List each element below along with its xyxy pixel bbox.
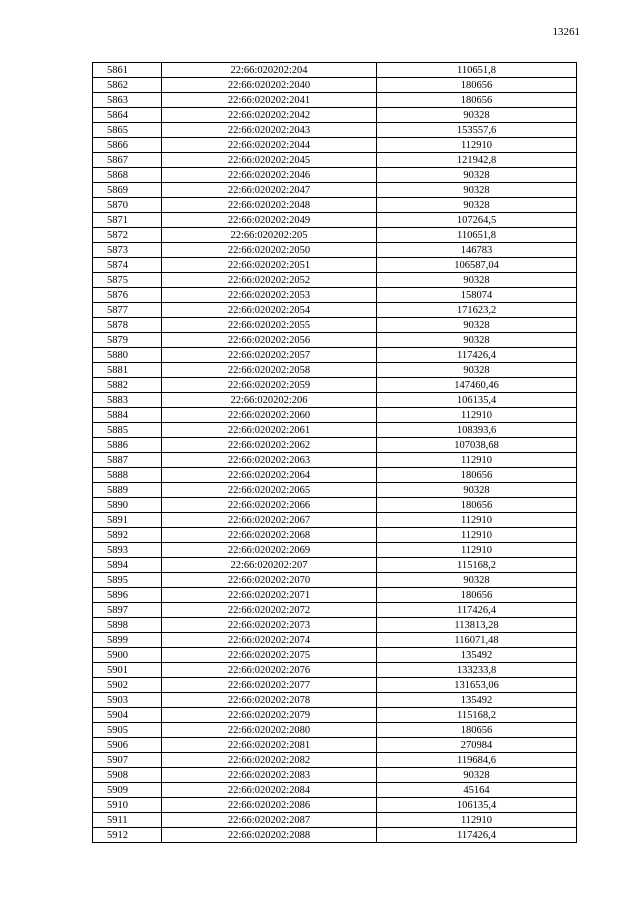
row-number-cell: 5861 [93, 63, 162, 78]
row-number-cell: 5867 [93, 153, 162, 168]
table-row [93, 303, 577, 318]
cadastral-value-cell: 112910 [377, 453, 577, 468]
table-row [93, 318, 577, 333]
table-row [93, 828, 577, 843]
cadastral-value-cell: 117426,4 [377, 828, 577, 843]
row-number-cell: 5878 [93, 318, 162, 333]
row-number-cell: 5869 [93, 183, 162, 198]
row-number-cell: 5882 [93, 378, 162, 393]
table-row [93, 288, 577, 303]
cadastral-number-cell: 22:66:020202:2045 [162, 153, 377, 168]
cadastral-number-cell: 22:66:020202:2052 [162, 273, 377, 288]
row-number-cell: 5903 [93, 693, 162, 708]
row-number-cell: 5885 [93, 423, 162, 438]
cadastral-value-cell: 115168,2 [377, 708, 577, 723]
row-number-cell: 5907 [93, 753, 162, 768]
table-row [93, 453, 577, 468]
table-row [93, 543, 577, 558]
table-row [93, 768, 577, 783]
table-row [93, 183, 577, 198]
cadastral-value-cell: 90328 [377, 483, 577, 498]
cadastral-value-cell: 146783 [377, 243, 577, 258]
cadastral-value-cell: 180656 [377, 93, 577, 108]
row-number-cell: 5875 [93, 273, 162, 288]
row-number-cell: 5880 [93, 348, 162, 363]
row-number-cell: 5910 [93, 798, 162, 813]
cadastral-number-cell: 22:66:020202:2055 [162, 318, 377, 333]
table-row [93, 108, 577, 123]
cadastral-value-cell: 90328 [377, 108, 577, 123]
cadastral-value-cell: 158074 [377, 288, 577, 303]
cadastral-value-cell: 90328 [377, 363, 577, 378]
table-row [93, 213, 577, 228]
cadastral-value-cell: 106587,04 [377, 258, 577, 273]
cadastral-number-cell: 22:66:020202:2060 [162, 408, 377, 423]
cadastral-value-cell: 117426,4 [377, 348, 577, 363]
table-row [93, 258, 577, 273]
cadastral-number-cell: 22:66:020202:2086 [162, 798, 377, 813]
cadastral-value-cell: 90328 [377, 768, 577, 783]
row-number-cell: 5874 [93, 258, 162, 273]
table-row [93, 753, 577, 768]
cadastral-number-cell: 22:66:020202:2063 [162, 453, 377, 468]
table-row [93, 693, 577, 708]
table-row [93, 408, 577, 423]
table-row [93, 528, 577, 543]
row-number-cell: 5908 [93, 768, 162, 783]
row-number-cell: 5909 [93, 783, 162, 798]
cadastral-number-cell: 22:66:020202:2074 [162, 633, 377, 648]
cadastral-value-cell: 116071,48 [377, 633, 577, 648]
table-row [93, 633, 577, 648]
row-number-cell: 5906 [93, 738, 162, 753]
row-number-cell: 5871 [93, 213, 162, 228]
row-number-cell: 5872 [93, 228, 162, 243]
row-number-cell: 5893 [93, 543, 162, 558]
row-number-cell: 5888 [93, 468, 162, 483]
cadastral-value-cell: 90328 [377, 198, 577, 213]
row-number-cell: 5877 [93, 303, 162, 318]
table-row [93, 618, 577, 633]
cadastral-number-cell: 22:66:020202:206 [162, 393, 377, 408]
table-row [93, 798, 577, 813]
table-row [93, 168, 577, 183]
cadastral-number-cell: 22:66:020202:2068 [162, 528, 377, 543]
row-number-cell: 5864 [93, 108, 162, 123]
cadastral-number-cell: 22:66:020202:2043 [162, 123, 377, 138]
table-row [93, 483, 577, 498]
cadastral-value-cell: 108393,6 [377, 423, 577, 438]
table-row [93, 228, 577, 243]
cadastral-value-cell: 106135,4 [377, 393, 577, 408]
row-number-cell: 5912 [93, 828, 162, 843]
row-number-cell: 5892 [93, 528, 162, 543]
cadastral-number-cell: 22:66:020202:2088 [162, 828, 377, 843]
cadastral-value-cell: 135492 [377, 693, 577, 708]
row-number-cell: 5863 [93, 93, 162, 108]
cadastral-value-cell: 112910 [377, 543, 577, 558]
cadastral-value-cell: 180656 [377, 78, 577, 93]
cadastral-number-cell: 22:66:020202:2079 [162, 708, 377, 723]
cadastral-value-cell: 107264,5 [377, 213, 577, 228]
cadastral-number-cell: 22:66:020202:2049 [162, 213, 377, 228]
row-number-cell: 5886 [93, 438, 162, 453]
row-number-cell: 5883 [93, 393, 162, 408]
table-row [93, 393, 577, 408]
cadastral-number-cell: 22:66:020202:2064 [162, 468, 377, 483]
cadastral-value-cell: 90328 [377, 333, 577, 348]
row-number-cell: 5865 [93, 123, 162, 138]
cadastral-value-cell: 112910 [377, 528, 577, 543]
table-row [93, 138, 577, 153]
row-number-cell: 5862 [93, 78, 162, 93]
row-number-cell: 5891 [93, 513, 162, 528]
row-number-cell: 5911 [93, 813, 162, 828]
cadastral-number-cell: 22:66:020202:2048 [162, 198, 377, 213]
table-row [93, 363, 577, 378]
table-row [93, 573, 577, 588]
row-number-cell: 5899 [93, 633, 162, 648]
table-row [93, 423, 577, 438]
cadastral-number-cell: 22:66:020202:2054 [162, 303, 377, 318]
cadastral-value-cell: 180656 [377, 468, 577, 483]
cadastral-number-cell: 22:66:020202:2075 [162, 648, 377, 663]
cadastral-number-cell: 22:66:020202:2087 [162, 813, 377, 828]
cadastral-value-cell: 117426,4 [377, 603, 577, 618]
cadastral-value-cell: 110651,8 [377, 228, 577, 243]
row-number-cell: 5896 [93, 588, 162, 603]
table-row [93, 603, 577, 618]
cadastral-number-cell: 22:66:020202:2056 [162, 333, 377, 348]
cadastral-number-cell: 22:66:020202:2070 [162, 573, 377, 588]
cadastral-value-cell: 171623,2 [377, 303, 577, 318]
cadastral-number-cell: 22:66:020202:2071 [162, 588, 377, 603]
row-number-cell: 5889 [93, 483, 162, 498]
table-row [93, 198, 577, 213]
cadastral-number-cell: 22:66:020202:2051 [162, 258, 377, 273]
table-row [93, 243, 577, 258]
cadastral-number-cell: 22:66:020202:2069 [162, 543, 377, 558]
cadastral-number-cell: 22:66:020202:2083 [162, 768, 377, 783]
cadastral-value-cell: 107038,68 [377, 438, 577, 453]
cadastral-number-cell: 22:66:020202:2042 [162, 108, 377, 123]
cadastral-value-cell: 90328 [377, 573, 577, 588]
row-number-cell: 5897 [93, 603, 162, 618]
table-row [93, 813, 577, 828]
cadastral-number-cell: 22:66:020202:2067 [162, 513, 377, 528]
cadastral-number-cell: 22:66:020202:2072 [162, 603, 377, 618]
row-number-cell: 5901 [93, 663, 162, 678]
cadastral-number-cell: 22:66:020202:207 [162, 558, 377, 573]
row-number-cell: 5902 [93, 678, 162, 693]
cadastral-value-cell: 106135,4 [377, 798, 577, 813]
table-row [93, 588, 577, 603]
row-number-cell: 5887 [93, 453, 162, 468]
table-row [93, 153, 577, 168]
cadastral-number-cell: 22:66:020202:2066 [162, 498, 377, 513]
row-number-cell: 5876 [93, 288, 162, 303]
row-number-cell: 5904 [93, 708, 162, 723]
table-row [93, 273, 577, 288]
cadastral-value-table [92, 62, 577, 843]
cadastral-value-cell: 153557,6 [377, 123, 577, 138]
cadastral-number-cell: 22:66:020202:2078 [162, 693, 377, 708]
table-row [93, 498, 577, 513]
cadastral-number-cell: 22:66:020202:2061 [162, 423, 377, 438]
cadastral-number-cell: 22:66:020202:2047 [162, 183, 377, 198]
table-row [93, 723, 577, 738]
cadastral-number-cell: 22:66:020202:2076 [162, 663, 377, 678]
cadastral-value-cell: 112910 [377, 138, 577, 153]
cadastral-number-cell: 22:66:020202:2065 [162, 483, 377, 498]
cadastral-number-cell: 22:66:020202:2077 [162, 678, 377, 693]
cadastral-value-cell: 180656 [377, 588, 577, 603]
cadastral-number-cell: 22:66:020202:2084 [162, 783, 377, 798]
cadastral-number-cell: 22:66:020202:2041 [162, 93, 377, 108]
cadastral-value-cell: 270984 [377, 738, 577, 753]
row-number-cell: 5890 [93, 498, 162, 513]
table-row [93, 438, 577, 453]
table-row [93, 348, 577, 363]
cadastral-number-cell: 22:66:020202:2046 [162, 168, 377, 183]
cadastral-value-cell: 90328 [377, 168, 577, 183]
cadastral-value-cell: 133233,8 [377, 663, 577, 678]
row-number-cell: 5905 [93, 723, 162, 738]
cadastral-value-cell: 90328 [377, 273, 577, 288]
row-number-cell: 5884 [93, 408, 162, 423]
cadastral-value-cell: 135492 [377, 648, 577, 663]
row-number-cell: 5881 [93, 363, 162, 378]
row-number-cell: 5895 [93, 573, 162, 588]
row-number-cell: 5866 [93, 138, 162, 153]
table-row [93, 78, 577, 93]
cadastral-value-cell: 45164 [377, 783, 577, 798]
cadastral-number-cell: 22:66:020202:2057 [162, 348, 377, 363]
row-number-cell: 5894 [93, 558, 162, 573]
table-row [93, 333, 577, 348]
row-number-cell: 5868 [93, 168, 162, 183]
cadastral-value-cell: 119684,6 [377, 753, 577, 768]
table-row [93, 468, 577, 483]
cadastral-number-cell: 22:66:020202:2082 [162, 753, 377, 768]
table-row [93, 378, 577, 393]
table-row [93, 63, 577, 78]
row-number-cell: 5898 [93, 618, 162, 633]
cadastral-value-cell: 121942,8 [377, 153, 577, 168]
cadastral-number-cell: 22:66:020202:2040 [162, 78, 377, 93]
cadastral-value-cell: 180656 [377, 498, 577, 513]
cadastral-number-cell: 22:66:020202:2073 [162, 618, 377, 633]
table-row [93, 513, 577, 528]
table-row [93, 123, 577, 138]
table-row [93, 783, 577, 798]
row-number-cell: 5870 [93, 198, 162, 213]
cadastral-value-cell: 110651,8 [377, 63, 577, 78]
cadastral-value-cell: 113813,28 [377, 618, 577, 633]
cadastral-value-cell: 112910 [377, 513, 577, 528]
table-row [93, 648, 577, 663]
cadastral-value-cell: 90328 [377, 183, 577, 198]
table-row [93, 738, 577, 753]
cadastral-value-cell: 147460,46 [377, 378, 577, 393]
table-row [93, 663, 577, 678]
cadastral-number-cell: 22:66:020202:2044 [162, 138, 377, 153]
row-number-cell: 5900 [93, 648, 162, 663]
page-number: 13261 [552, 26, 580, 38]
cadastral-number-cell: 22:66:020202:2053 [162, 288, 377, 303]
cadastral-number-cell: 22:66:020202:2050 [162, 243, 377, 258]
cadastral-number-cell: 22:66:020202:2058 [162, 363, 377, 378]
table-row [93, 558, 577, 573]
cadastral-value-cell: 90328 [377, 318, 577, 333]
cadastral-number-cell: 22:66:020202:2080 [162, 723, 377, 738]
cadastral-number-cell: 22:66:020202:2081 [162, 738, 377, 753]
cadastral-value-cell: 180656 [377, 723, 577, 738]
cadastral-value-cell: 115168,2 [377, 558, 577, 573]
row-number-cell: 5873 [93, 243, 162, 258]
cadastral-value-cell: 112910 [377, 408, 577, 423]
table-row [93, 708, 577, 723]
cadastral-value-cell: 131653,06 [377, 678, 577, 693]
cadastral-number-cell: 22:66:020202:2062 [162, 438, 377, 453]
table-row [93, 678, 577, 693]
cadastral-number-cell: 22:66:020202:204 [162, 63, 377, 78]
cadastral-number-cell: 22:66:020202:2059 [162, 378, 377, 393]
row-number-cell: 5879 [93, 333, 162, 348]
cadastral-number-cell: 22:66:020202:205 [162, 228, 377, 243]
table-body [93, 63, 577, 843]
cadastral-value-cell: 112910 [377, 813, 577, 828]
table-row [93, 93, 577, 108]
